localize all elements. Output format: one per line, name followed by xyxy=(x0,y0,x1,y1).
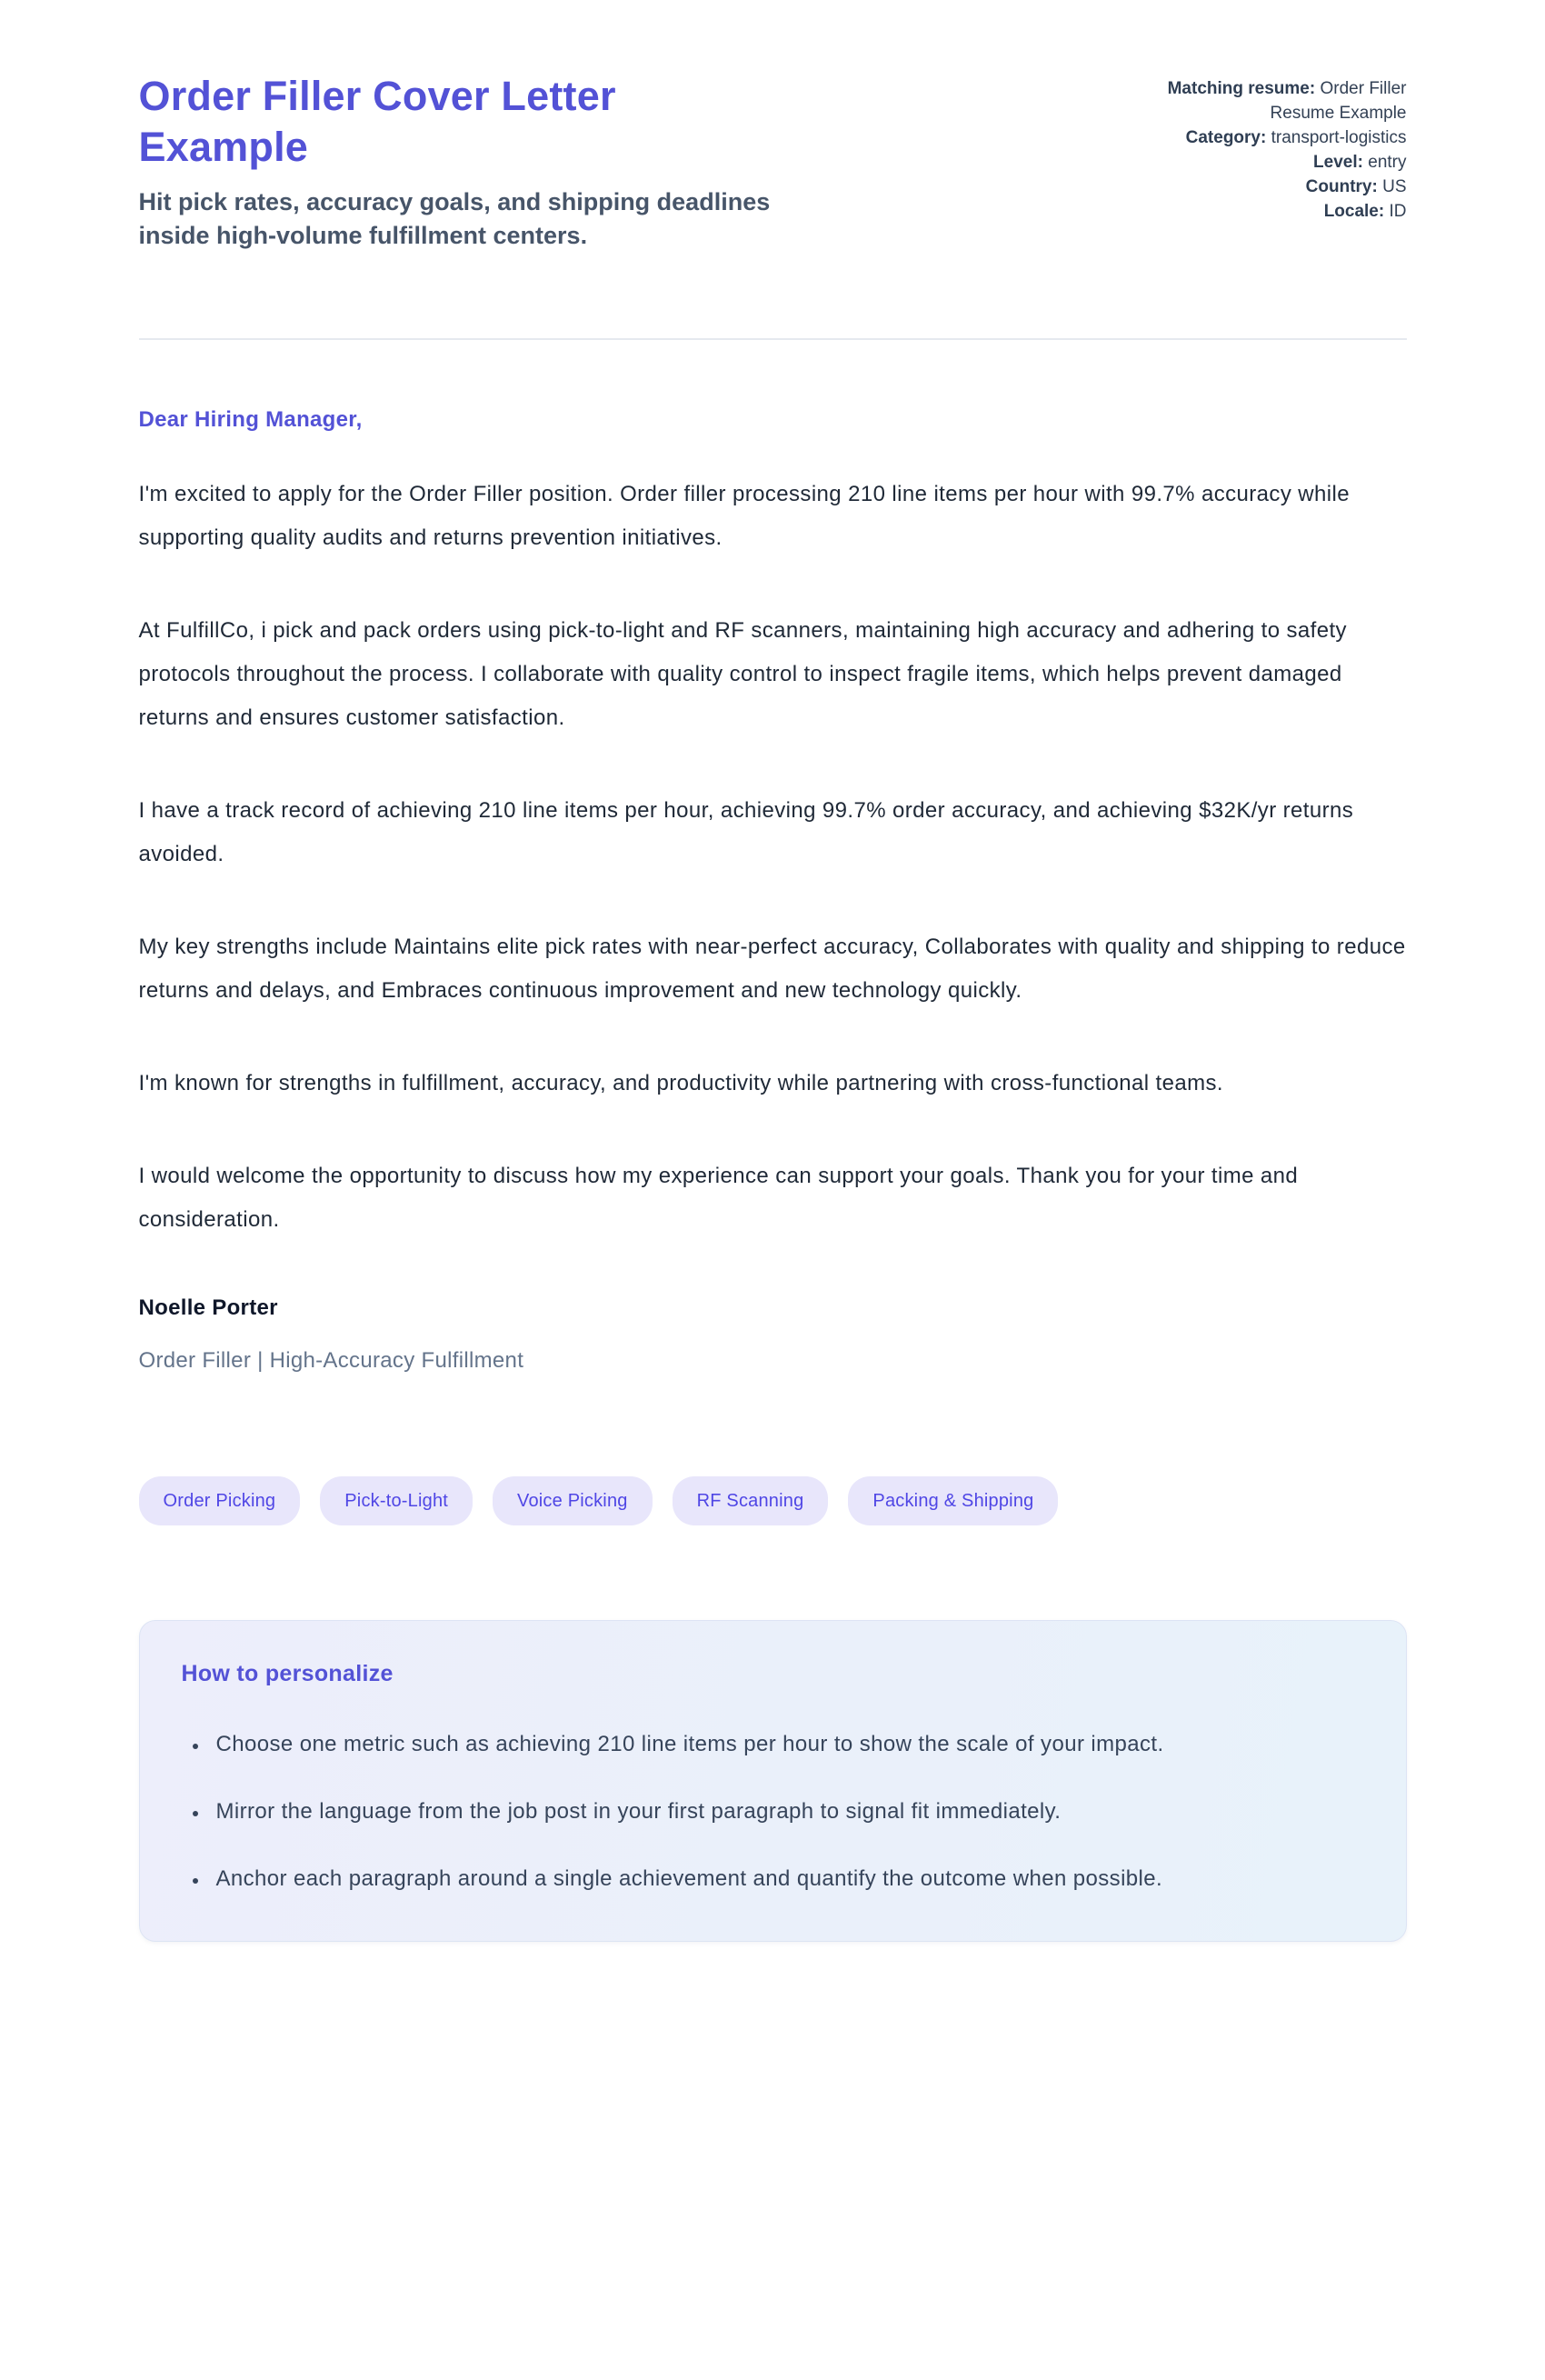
header xyxy=(139,71,1407,253)
meta-value: entry xyxy=(1368,153,1407,172)
personalize-bullet-2: • Mirror the language from the job post in your first paragraph to signal fit immediately. xyxy=(209,1790,1364,1834)
tag-rf-scanning: RF Scanning xyxy=(673,1476,829,1525)
meta-row-country xyxy=(1161,175,1407,199)
meta-label: Country: xyxy=(1305,177,1378,196)
page-subtitle: Hit pick rates, accuracy goals, and shipping deadlines inside high-volume fulfillment centers. xyxy=(138,188,771,249)
meta-value: ID xyxy=(1389,202,1407,221)
signature-name: Noelle Porter xyxy=(138,1295,278,1320)
personalize-list xyxy=(182,1723,1364,1901)
cover-letter-page xyxy=(139,0,1407,1942)
page-title: Order Filler Cover Letter Example xyxy=(138,73,616,170)
signature-title: Order Filler | High-Accuracy Fulfillment xyxy=(138,1348,524,1373)
letter-paragraph-4: My key strengths include Maintains elite pick rates with near-perfect accuracy, Collaborates with quality and shipping to reduce returns and delays, and Embraces continuous improvement and new technology quickly. xyxy=(138,935,1406,1003)
letter-paragraph-3: I have a track record of achieving 210 line items per hour, achieving 99.7% order accuracy, and achieving $32K/yr returns avoided. xyxy=(138,798,1354,866)
meta-value: Order Filler Resume Example xyxy=(1270,79,1407,123)
meta-row-level xyxy=(1161,150,1407,175)
meta-row-matching-resume xyxy=(1161,76,1407,125)
skill-tags xyxy=(139,1476,1407,1525)
personalize-heading: How to personalize xyxy=(181,1661,394,1686)
letter-paragraph-6: I would welcome the opportunity to discuss how my experience can support your goals. Thank you for your time and consideration. xyxy=(138,1164,1299,1232)
meta-label: Locale: xyxy=(1323,202,1385,221)
header-title-block xyxy=(139,71,775,253)
letter-paragraph-5: I'm known for strengths in fulfillment, accuracy, and productivity while partnering with cross-functional teams. xyxy=(138,1071,1223,1095)
meta-row-category xyxy=(1161,125,1407,150)
meta-label: Category: xyxy=(1185,128,1267,147)
signature-block xyxy=(139,1295,1407,1375)
letter-paragraph-2: At FulfillCo, i pick and pack orders using pick-to-light and RF scanners, maintaining high accuracy and adhering to safety protocols throughout the process. I collaborate with quality control to inspect fragile items, which helps prevent damaged returns and ensures customer satisfaction. xyxy=(138,618,1347,730)
personalize-bullet-3: • Anchor each paragraph around a single achievement and quantify the outcome when possible. xyxy=(209,1857,1364,1901)
meta-label: Level: xyxy=(1313,153,1363,172)
meta-value: US xyxy=(1382,177,1407,196)
tag-pick-to-light: Pick-to-Light xyxy=(320,1476,473,1525)
tag-order-picking: Order Picking xyxy=(139,1476,301,1525)
meta-row-locale xyxy=(1161,199,1407,224)
meta-value: transport-logistics xyxy=(1271,128,1407,147)
cover-letter-body xyxy=(139,407,1407,1375)
meta-panel xyxy=(1161,76,1407,224)
letter-paragraph-1: I'm excited to apply for the Order Filler position. Order filler processing 210 line items per hour with 99.7% accuracy while supporting quality audits and returns prevention initiatives. xyxy=(138,482,1350,550)
personalize-bullet-1: • Choose one metric such as achieving 210 line items per hour to show the scale of your impact. xyxy=(209,1723,1364,1766)
salutation: Dear Hiring Manager, xyxy=(138,407,363,432)
tag-voice-picking: Voice Picking xyxy=(493,1476,653,1525)
header-divider xyxy=(139,338,1407,340)
personalize-callout xyxy=(139,1620,1407,1942)
meta-label: Matching resume: xyxy=(1167,79,1316,98)
tag-packing-shipping: Packing & Shipping xyxy=(848,1476,1058,1525)
